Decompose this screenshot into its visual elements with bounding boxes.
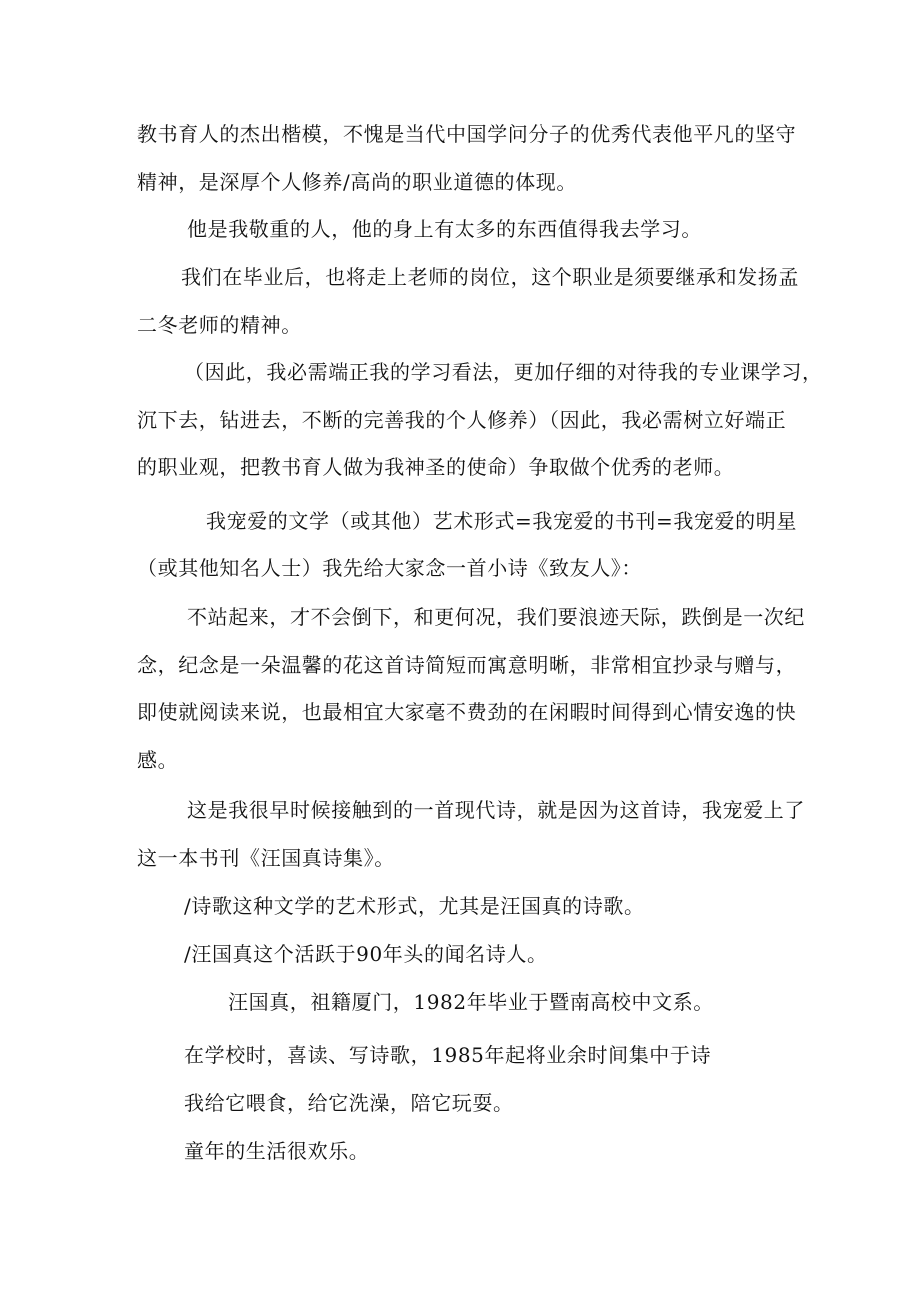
- text-line: /诗歌这种文学的艺术形式，尤其是汪国真的诗歌。: [184, 894, 645, 918]
- text-line: 即使就阅读来说，也最相宜大家毫不费劲的在闲暇时间得到心情安逸的快: [137, 700, 797, 724]
- text-line: 他是我敬重的人，他的身上有太多的东西值得我去学习。: [187, 217, 702, 241]
- text-line: 我宠爱的文学（或其他）艺术形式=我宠爱的书刊=我宠爱的明星: [206, 509, 797, 533]
- text-line: 汪国真，祖籍厦门，1982年毕业于暨南高校中文系。: [228, 990, 714, 1014]
- text-line: 精神，是深厚个人修养/高尚的职业道德的体现。: [137, 170, 577, 194]
- text-line: /汪国真这个活跃于90年头的闻名诗人。: [184, 942, 548, 966]
- text-line: 这一本书刊《汪国真诗集》。: [137, 846, 395, 870]
- text-line: 在学校时，喜读、写诗歌，1985年起将业余时间集中于诗: [184, 1043, 712, 1067]
- text-line: 感。: [137, 748, 179, 772]
- text-line: 二冬老师的精神。: [137, 313, 302, 337]
- text-line: 不站起来，才不会倒下，和更何况，我们要浪迹天际，跌倒是一次纪: [187, 605, 805, 629]
- text-line: 教书育人的杰出楷模，不愧是当代中国学问分子的优秀代表他平凡的坚守: [137, 122, 797, 146]
- text-line: 沉下去，钻进去，不断的完善我的个人修养）（因此，我必需树立好端正: [137, 408, 787, 432]
- text-line: 我们在毕业后，也将走上老师的岗位，这个职业是须要继承和发扬孟: [181, 265, 799, 289]
- text-line: （或其他知名人士）我先给大家念一首小诗《致友人》：: [137, 556, 642, 580]
- text-line: 念，纪念是一朵温馨的花这首诗简短而寓意明晰，非常相宜抄录与赠与，: [137, 653, 797, 677]
- text-line: 童年的生活很欢乐。: [184, 1139, 370, 1163]
- text-line: （因此，我必需端正我的学习看法，更加仔细的对待我的专业课学习，: [184, 360, 823, 384]
- text-line: 的职业观，把教书育人做为我神圣的使命）争取做个优秀的老师。: [137, 455, 735, 479]
- text-line: 我给它喂食，给它洗澡，陪它玩耍。: [184, 1091, 514, 1115]
- text-line: 这是我很早时候接触到的一首现代诗，就是因为这首诗，我宠爱上了: [187, 798, 805, 822]
